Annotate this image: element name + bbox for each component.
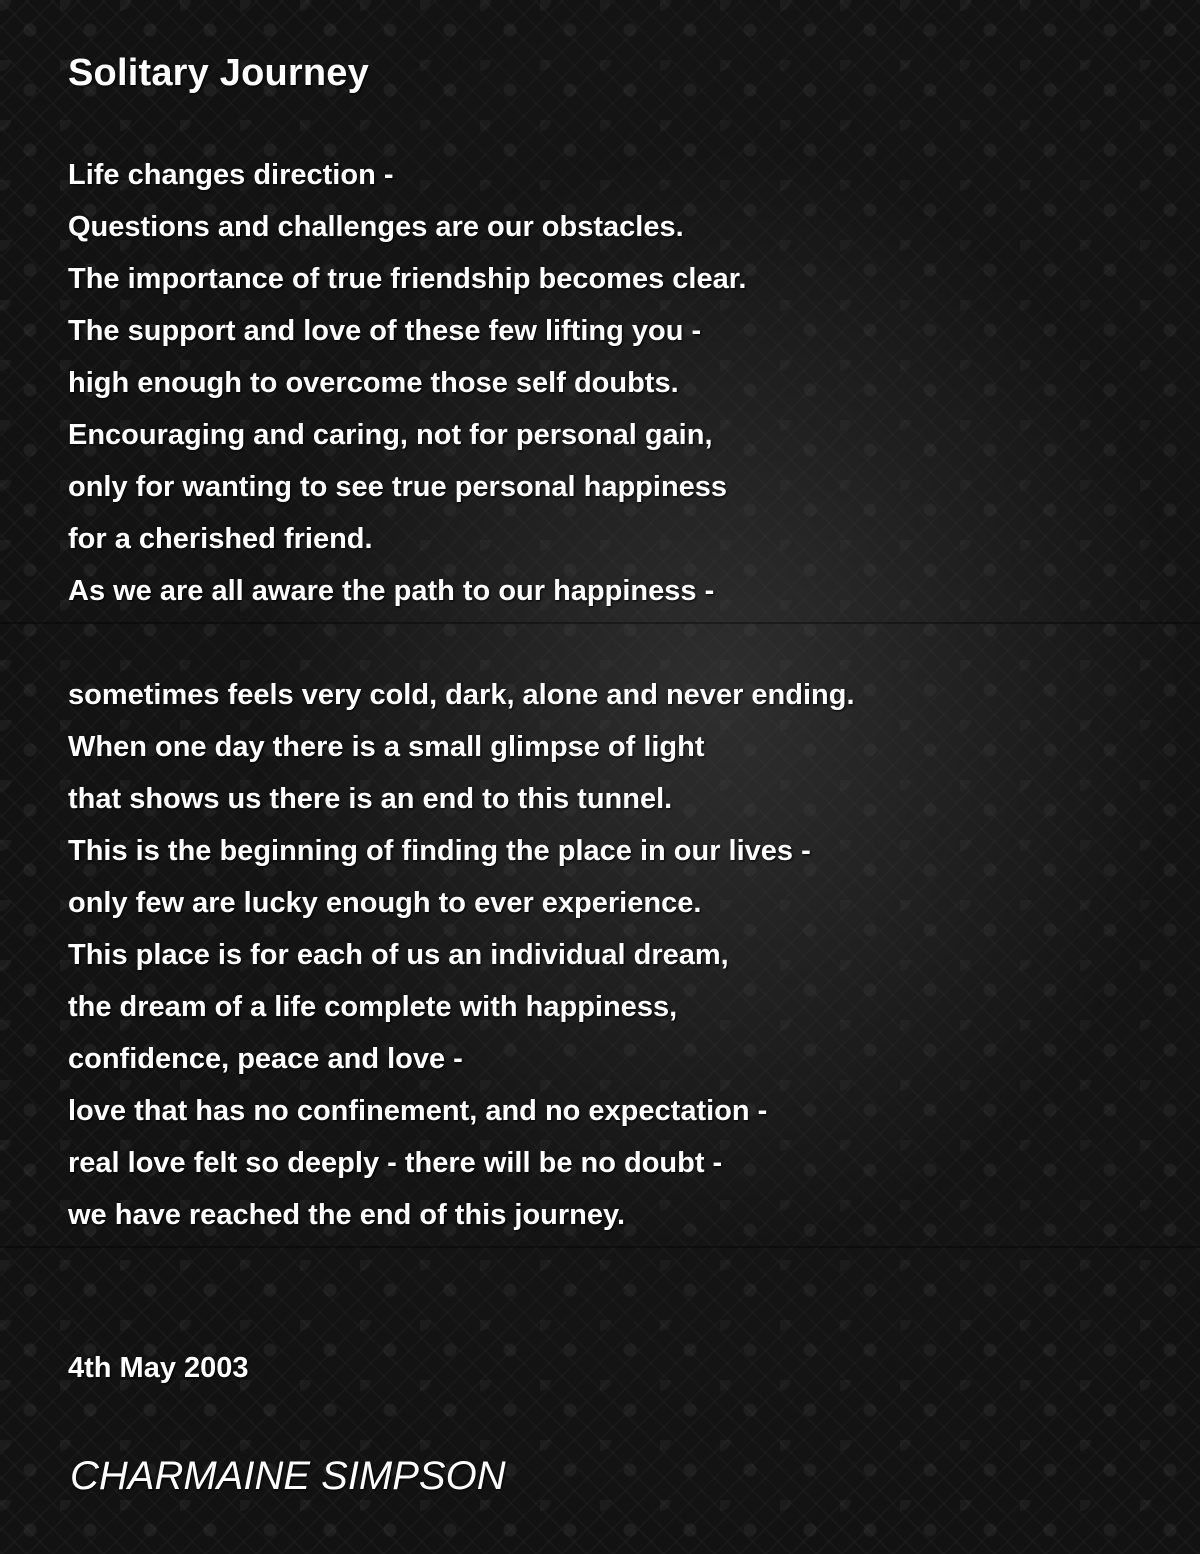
poem-line: we have reached the end of this journey.	[68, 1199, 626, 1231]
poem-line: real love felt so deeply - there will be no doubt -	[68, 1147, 723, 1179]
poem-author: CHARMAINE SIMPSON	[70, 1454, 506, 1498]
poem-line: high enough to overcome those self doubts.	[68, 367, 679, 399]
poem-line: confidence, peace and love -	[68, 1043, 463, 1075]
poem-line: Encouraging and caring, not for personal gain,	[68, 419, 713, 451]
poem-line: The importance of true friendship becomes clear.	[68, 263, 747, 295]
poem-line: As we are all aware the path to our happiness -	[68, 575, 715, 607]
background-divider	[0, 622, 1200, 624]
background-divider	[0, 1246, 1200, 1248]
poem-line: sometimes feels very cold, dark, alone and never ending.	[68, 679, 855, 711]
stanza-2	[68, 669, 855, 1241]
poem-line: love that has no confinement, and no expectation -	[68, 1095, 768, 1127]
poem-line: only few are lucky enough to ever experience.	[68, 887, 702, 919]
poem-title: Solitary Journey	[68, 52, 369, 94]
poem-line: for a cherished friend.	[68, 523, 373, 555]
poem-line: The support and love of these few lifting you -	[68, 315, 702, 347]
poem-line: the dream of a life complete with happiness,	[68, 991, 678, 1023]
poem-line: Questions and challenges are our obstacles.	[68, 211, 684, 243]
poem-date: 4th May 2003	[68, 1352, 249, 1384]
poem-line: This place is for each of us an individual dream,	[68, 939, 729, 971]
poem-line: Life changes direction -	[68, 159, 394, 191]
poem-line: only for wanting to see true personal happiness	[68, 471, 728, 503]
poem-line: When one day there is a small glimpse of light	[68, 731, 705, 763]
poem-line: that shows us there is an end to this tunnel.	[68, 783, 673, 815]
poem-line: This is the beginning of finding the place in our lives -	[68, 835, 811, 867]
stanza-1	[68, 149, 746, 617]
